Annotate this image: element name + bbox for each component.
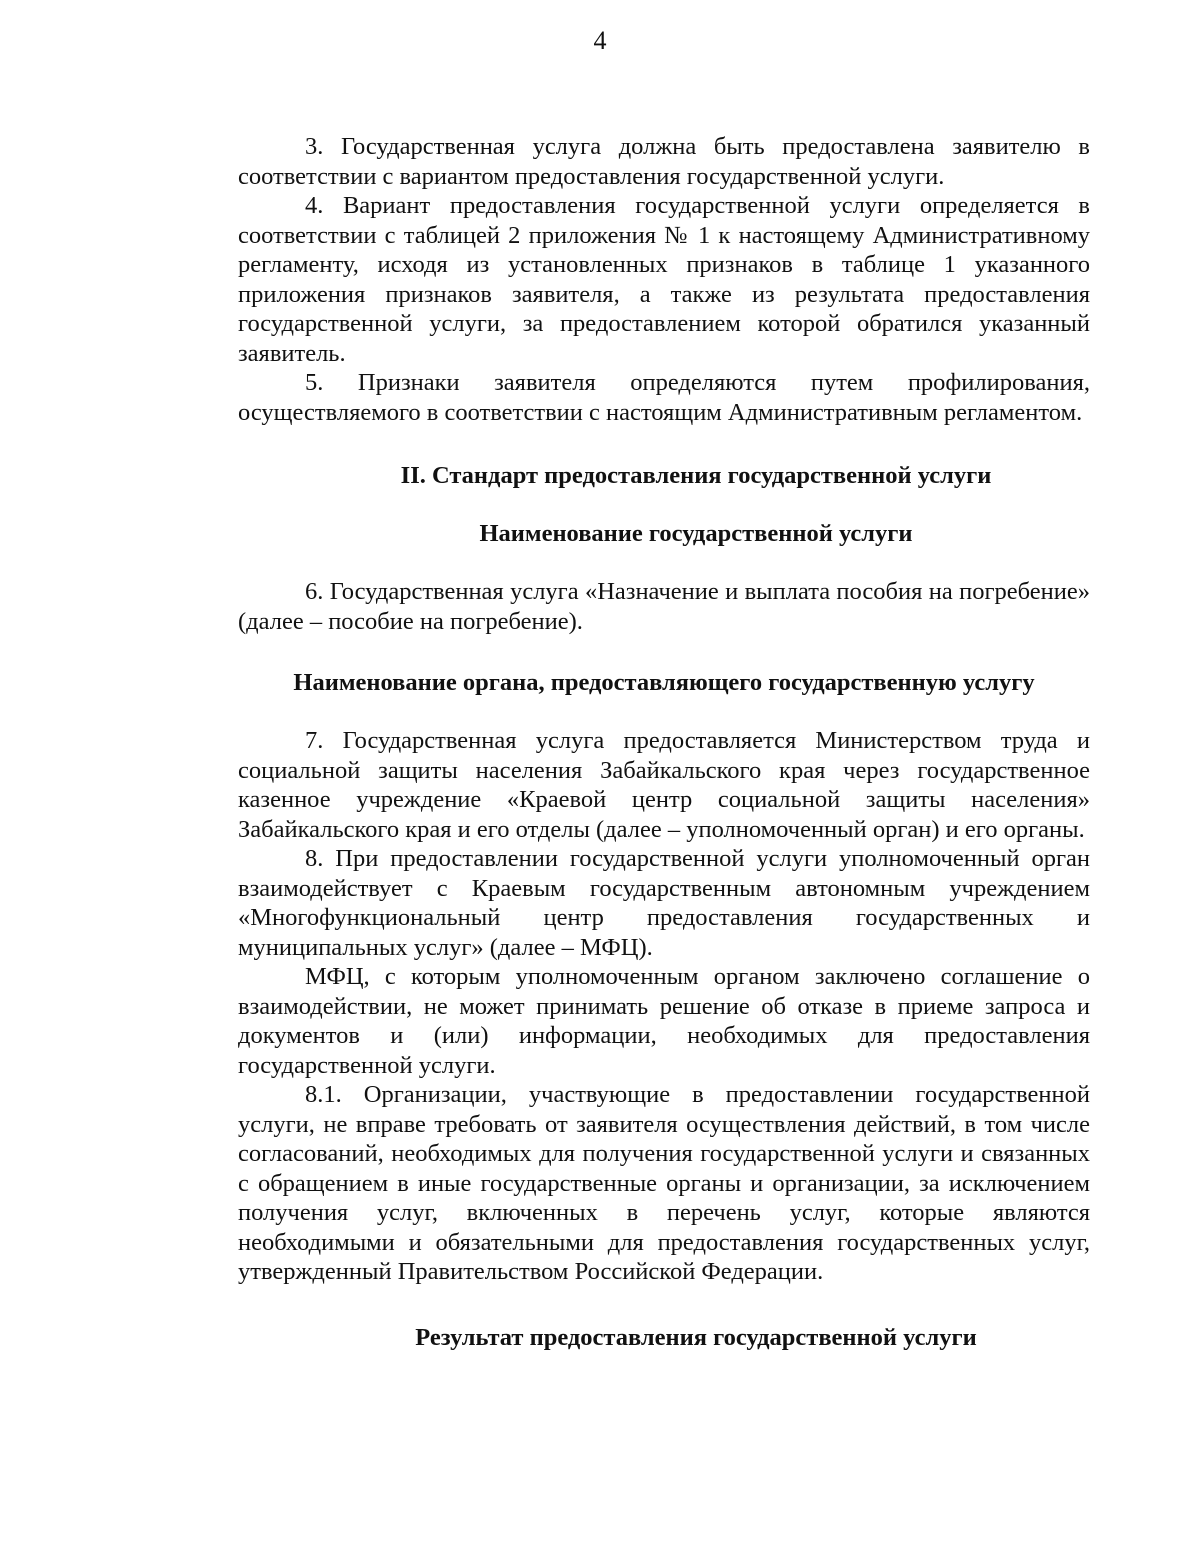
section-heading: II. Стандарт предоставления государственной услуги — [400, 462, 992, 489]
subheading-result: Результат предоставления государственной услуги — [415, 1323, 977, 1351]
paragraph-8-1: 8.1. Организации, участвующие в предоставлении государственной услуги, не вправе требовать от заявителя осуществления действий, в том числе согласований, необходимых для получения государственной услуги и связанных с обращением в иные государственные органы и организации, за исключением получения услуг, включенных в перечень услуг, которые являются необходимыми и обязательными для предоставления государственных услуг, утвержденный Правительством Российской Федерации. — [238, 1081, 1090, 1285]
paragraph-5: 5. Признаки заявителя определяются путем профилирования, осуществляемого в соответствии с настоящим Административным регламентом. — [238, 369, 1090, 426]
page-number: 4 — [593, 26, 607, 55]
paragraph-7: 7. Государственная услуга предоставляется Министерством труда и социальной защиты населения Забайкальского края через государственное казенное учреждение «Краевой центр социальной защиты населения» Забайкальского края и его отделы (далее – уполномоченный орган) и его органы. — [238, 727, 1090, 843]
document-body — [238, 132, 1090, 1353]
paragraph-6: 6. Государственная услуга «Назначение и выплата пособия на погребение» (далее – пособие на погребение). — [238, 578, 1090, 635]
paragraph-4: 4. Вариант предоставления государственной услуги определяется в соответствии с таблицей 2 приложения № 1 к настоящему Административному регламенту, исходя из установленных признаков в таблице 1 указанного приложения признаков заявителя, а также из результата предоставления государственной услуги, за предоставлением которой обратился указанный заявитель. — [238, 192, 1090, 367]
paragraph-3: 3. Государственная услуга должна быть предоставлена заявителю в соответствии с вариантом предоставления государственной услуги. — [238, 133, 1090, 190]
subheading-authority: Наименование органа, предоставляющего государственную услугу — [293, 669, 1035, 696]
subheading-service-name: Наименование государственной услуги — [479, 520, 913, 547]
paragraph-8: 8. При предоставлении государственной услуги уполномоченный орган взаимодействует с Краевым государственным автономным учреждением «Многофункциональный центр предоставления государственных и муниципальных услуг» (далее – МФЦ). — [238, 845, 1090, 961]
paragraph-mfc: МФЦ, с которым уполномоченным органом заключено соглашение о взаимодействии, не может принимать решение об отказе в приеме запроса и документов и (или) информации, необходимых для предоставления государственной услуги. — [238, 963, 1090, 1079]
